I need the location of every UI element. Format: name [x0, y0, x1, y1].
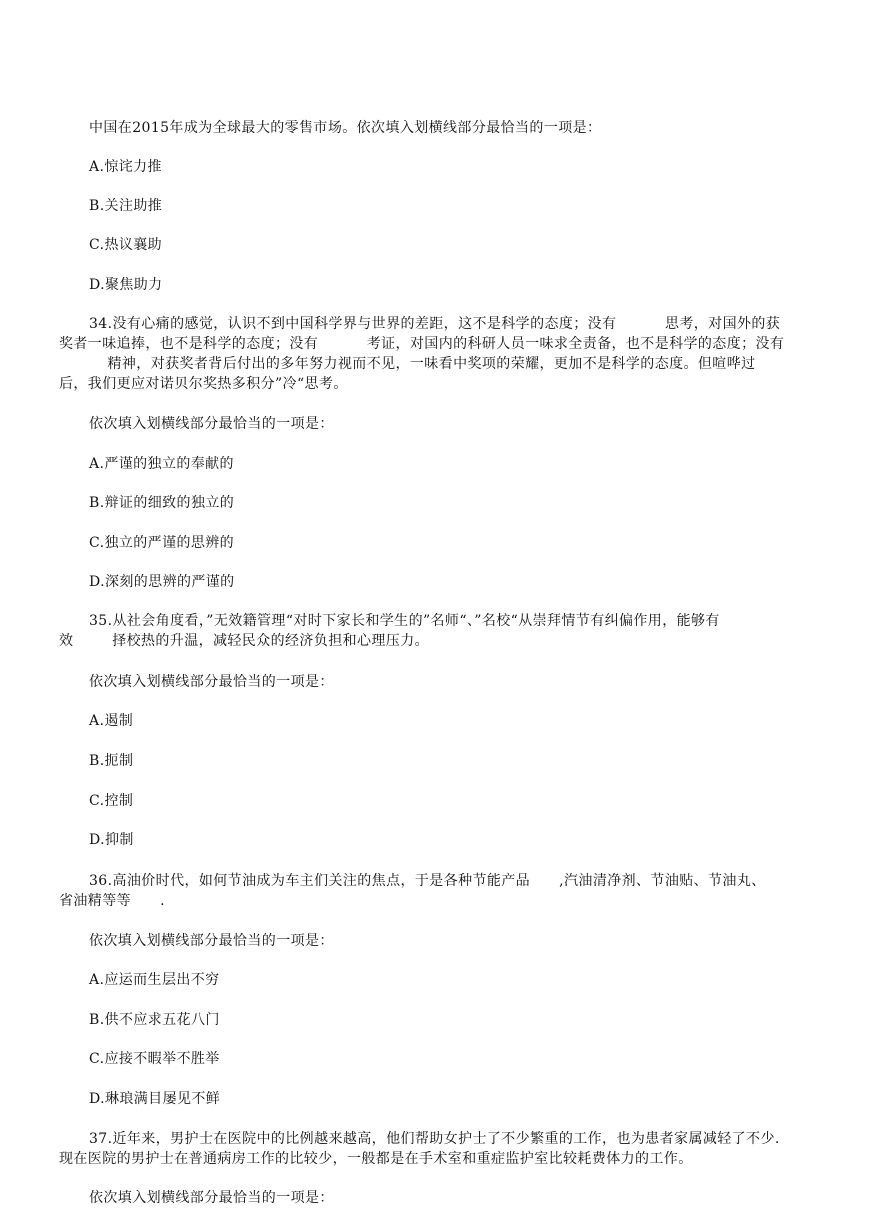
q35-option-d: D.抑制 [89, 832, 134, 848]
q34-option-b: B.辩证的细致的独立的 [89, 495, 235, 511]
q36-option-c: C.应接不暇举不胜举 [89, 1051, 220, 1067]
q37-stem-line-2: 现在医院的男护士在普通病房工作的比较少，一般都是在手术室和重症监护室比较耗费体力的工作。 [59, 1151, 693, 1167]
q35-option-c: C.控制 [89, 793, 134, 809]
q35-option-a: A.遏制 [89, 713, 134, 729]
q35-prompt: 依次填入划横线部分最恰当的一项是： [89, 674, 334, 690]
q36-option-a: A.应运而生层出不穷 [89, 972, 220, 988]
q36-stem-line-1: 36.高油价时代，如何节油成为车主们关注的焦点，于是各种节能产品 ,汽油清净剂、节油贴、节油丸、 [89, 873, 766, 889]
q34-option-c: C.独立的严谨的思辨的 [89, 535, 235, 551]
q34-option-a: A.严谨的独立的奉献的 [89, 456, 234, 472]
q33-option-d: D.聚焦助力 [89, 277, 163, 293]
q36-stem-line-2: 省油精等等 . [59, 893, 165, 909]
q37-stem-line-1: 37.近年来，男护士在医院中的比例越来越高，他们帮助女护士了不少繁重的工作，也为患者家属减轻了不少. [89, 1131, 780, 1147]
q35-option-b: B.扼制 [89, 753, 134, 769]
q35-stem-line-2: 效 择校热的升温，减轻民众的经济负担和心理压力。 [59, 633, 429, 649]
q34-stem-line-4: 后，我们更应对诺贝尔奖热多积分”冷“思考。 [59, 376, 348, 392]
q34-stem-line-1: 34.没有心痛的感觉，认识不到中国科学界与世界的差距，这不是科学的态度；没有 思考，对国外的获 [89, 316, 781, 332]
q33-prompt: 中国在2015年成为全球最大的零售市场。依次填入划横线部分最恰当的一项是： [89, 120, 602, 136]
q34-stem-line-3: 精神，对获奖者背后付出的多年努力视而不见，一味看中奖项的荣耀，更加不是科学的态度。但喧哗过 [59, 356, 756, 372]
q37-prompt: 依次填入划横线部分最恰当的一项是： [89, 1190, 334, 1206]
q34-prompt: 依次填入划横线部分最恰当的一项是： [89, 416, 334, 432]
q33-option-a: A.惊诧力推 [89, 159, 162, 175]
q36-option-b: B.供不应求五花八门 [89, 1012, 220, 1028]
q33-option-b: B.关注助推 [89, 198, 163, 214]
q36-option-d: D.琳琅满目屡见不鲜 [89, 1091, 221, 1107]
q34-option-d: D.深刻的思辨的严谨的 [89, 574, 235, 590]
q36-prompt: 依次填入划横线部分最恰当的一项是： [89, 933, 334, 949]
q34-stem-line-2: 奖者一味追捧，也不是科学的态度；没有 考证，对国内的科研人员一味求全责备，也不是科学的态度；没有 [59, 336, 785, 352]
q35-stem-line-1: 35.从社会角度看，”无效籍管理“对时下家长和学生的”名师“、”名校“从崇拜情节有纠偏作用，能够有 [89, 613, 720, 629]
q33-option-c: C.热议襄助 [89, 237, 163, 253]
